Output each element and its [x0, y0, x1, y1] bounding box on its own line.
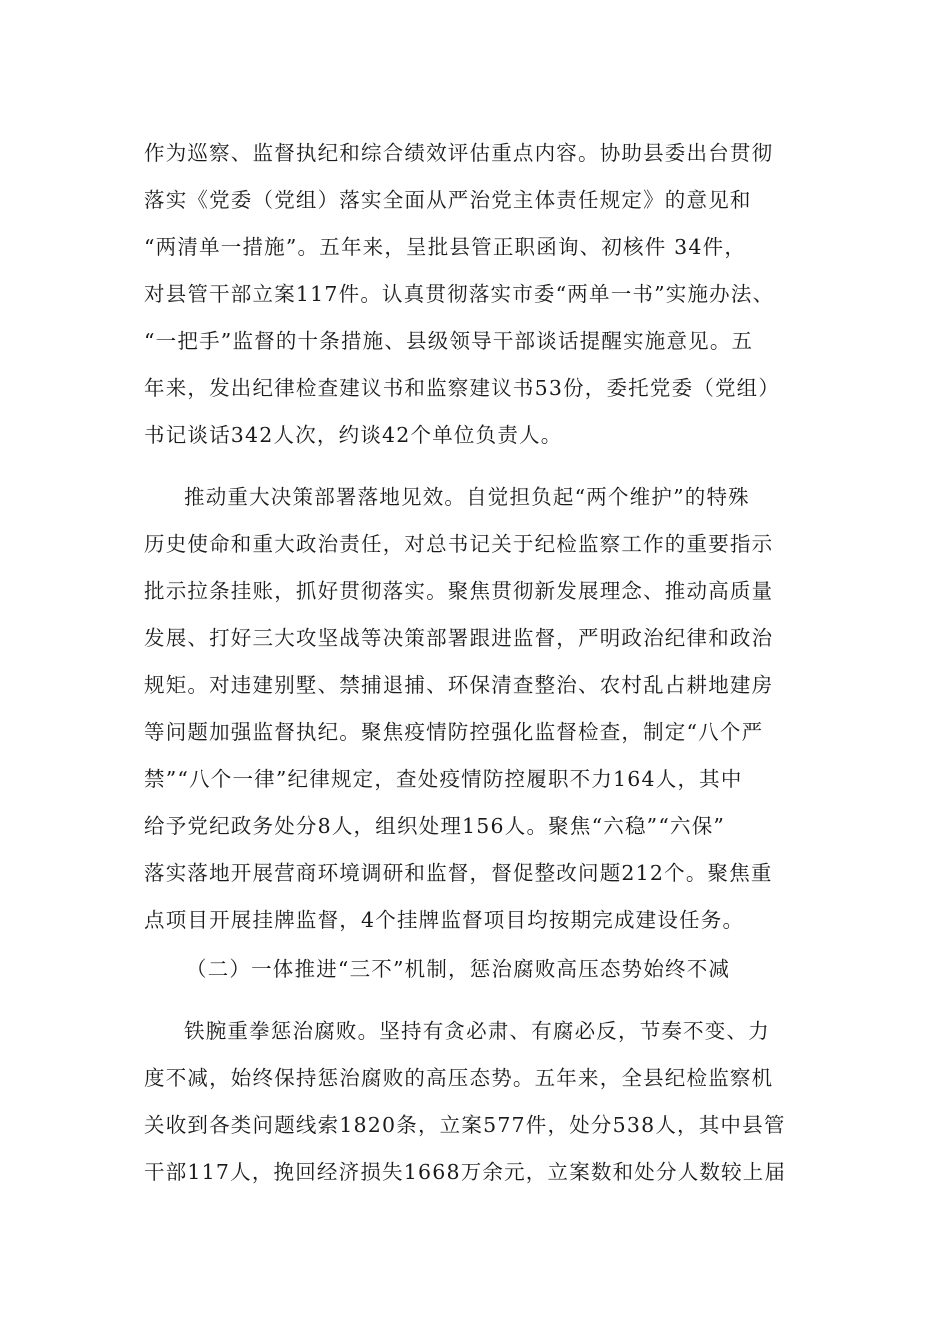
text-line: 年来，发出纪律检查建议书和监察建议书53份，委托党委（党组）	[144, 376, 781, 400]
text-line: 作为巡察、监督执纪和综合绩效评估重点内容。协助县委出台贯彻	[144, 141, 774, 165]
text-line: 规矩。对违建别墅、禁捕退捕、环保清查整治、农村乱占耕地建房	[144, 673, 774, 697]
text-line: 关收到各类问题线索1820条，立案577件，处分538人，其中县管	[144, 1113, 786, 1137]
text-line: 禁”“八个一律”纪律规定，查处疫情防控履职不力164人，其中	[144, 767, 743, 791]
text-line: 落实《党委（党组）落实全面从严治党主体责任规定》的意见和	[144, 188, 752, 212]
text-line: 点项目开展挂牌监督，4个挂牌监督项目均按期完成建设任务。	[144, 908, 745, 932]
text-line: 干部117人，挽回经济损失1668万余元，立案数和处分人数较上届	[144, 1160, 787, 1184]
text-line: 度不减，始终保持惩治腐败的高压态势。五年来，全县纪检监察机	[144, 1066, 774, 1090]
text-line: “两清单一措施”。五年来，呈批县管正职函询、初核件 34件，	[144, 235, 747, 259]
text-line: “一把手”监督的十条措施、县级领导干部谈话提醒实施意见。五	[144, 329, 754, 353]
text-line: 书记谈话342人次，约谈42个单位负责人。	[144, 423, 563, 447]
text-line: 批示拉条挂账，抓好贯彻落实。聚焦贯彻新发展理念、推动高质量	[144, 579, 774, 603]
text-line: 发展、打好三大攻坚战等决策部署跟进监督，严明政治纪律和政治	[144, 626, 774, 650]
text-line: 给予党纪政务处分8人，组织处理156人。聚焦“六稳”“六保”	[144, 814, 726, 838]
text-line: 等问题加强监督执纪。聚焦疫情防控强化监督检查，制定“八个严	[144, 720, 764, 744]
text-line: 历史使命和重大政治责任，对总书记关于纪检监察工作的重要指示	[144, 532, 774, 556]
paragraph-start: 推动重大决策部署落地见效。自觉担负起“两个维护”的特殊	[184, 485, 750, 509]
paragraph-start: 铁腕重拳惩治腐败。坚持有贪必肃、有腐必反，节奏不变、力	[184, 1019, 770, 1043]
text-line: 对县管干部立案117件。认真贯彻落实市委“两单一书”实施办法、	[144, 282, 775, 306]
text-line: 落实落地开展营商环境调研和监督，督促整改问题212个。聚焦重	[144, 861, 773, 885]
section-heading: （二）一体推进“三不”机制，惩治腐败高压态势始终不减	[186, 957, 731, 981]
